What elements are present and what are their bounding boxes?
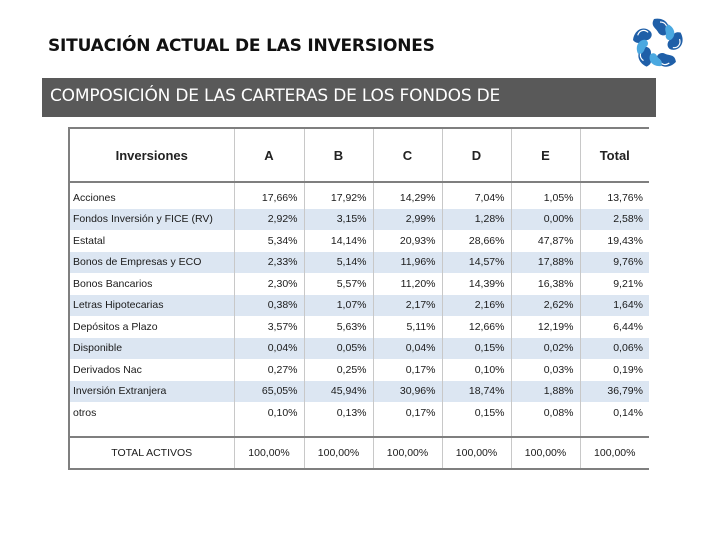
table-cell: 2,92% [234,209,304,231]
table-cell: 2,16% [442,295,511,317]
slide-title: SITUACIÓN ACTUAL DE LAS INVERSIONES [48,36,435,56]
table-cell: 1,05% [511,187,580,209]
row-label: Fondos Inversión y FICE (RV) [69,209,234,231]
table-row [69,230,649,252]
column-header: Total [580,128,649,182]
table-cell: 30,96% [373,381,442,403]
table-cell: 9,21% [580,273,649,295]
table-cell: 65,05% [234,381,304,403]
table-cell: 0,04% [373,338,442,360]
table-cell: 0,02% [511,338,580,360]
row-label: Bonos de Empresas y ECO [69,252,234,274]
table-row [69,338,649,360]
table-cell: 0,25% [304,359,373,381]
table-cell: 14,14% [304,230,373,252]
table-row [69,359,649,381]
table-cell: 1,88% [511,381,580,403]
table-cell: 0,05% [304,338,373,360]
table-cell: 2,30% [234,273,304,295]
table-body [69,182,649,424]
table-cell: 12,19% [511,316,580,338]
table-row [69,295,649,317]
table-row [69,402,649,424]
table-cell: 6,44% [580,316,649,338]
table-cell: 0,03% [511,359,580,381]
table-cell: 2,99% [373,209,442,231]
table-cell: 17,66% [234,187,304,209]
row-label: Disponible [69,338,234,360]
table-row [69,187,649,209]
table-cell: 0,17% [373,402,442,424]
total-cell: 100,00% [442,437,511,469]
row-label: Bonos Bancarios [69,273,234,295]
table-cell: 11,96% [373,252,442,274]
portfolio-composition-table [68,127,649,470]
total-cell: 100,00% [511,437,580,469]
table-cell: 0,10% [442,359,511,381]
table-cell: 0,10% [234,402,304,424]
total-cell: 100,00% [373,437,442,469]
table-cell: 28,66% [442,230,511,252]
table-cell: 1,28% [442,209,511,231]
table-cell: 2,33% [234,252,304,274]
table-cell: 5,63% [304,316,373,338]
total-row [69,437,649,469]
portfolio-table-container [68,127,648,470]
table-cell: 5,14% [304,252,373,274]
column-header: A [234,128,304,182]
table-cell: 14,57% [442,252,511,274]
row-label: Letras Hipotecarias [69,295,234,317]
table-cell: 17,88% [511,252,580,274]
table-cell: 3,15% [304,209,373,231]
table-cell: 0,00% [511,209,580,231]
table-cell: 0,06% [580,338,649,360]
table-cell: 36,79% [580,381,649,403]
row-label: Derivados Nac [69,359,234,381]
total-cell: 100,00% [580,437,649,469]
table-cell: 0,15% [442,402,511,424]
total-cell: 100,00% [234,437,304,469]
table-cell: 0,15% [442,338,511,360]
hands-circle-logo-icon [630,16,686,72]
total-cell: 100,00% [304,437,373,469]
table-cell: 0,17% [373,359,442,381]
column-header: Inversiones [69,128,234,182]
table-cell: 0,04% [234,338,304,360]
table-cell: 13,76% [580,187,649,209]
table-cell: 47,87% [511,230,580,252]
table-cell: 2,17% [373,295,442,317]
table-row [69,209,649,231]
table-cell: 7,04% [442,187,511,209]
table-cell: 2,62% [511,295,580,317]
table-cell: 0,19% [580,359,649,381]
table-row [69,381,649,403]
row-label: otros [69,402,234,424]
table-row [69,316,649,338]
table-cell: 3,57% [234,316,304,338]
table-cell: 0,38% [234,295,304,317]
column-header: D [442,128,511,182]
row-label: Depósitos a Plazo [69,316,234,338]
column-header: B [304,128,373,182]
table-cell: 11,20% [373,273,442,295]
table-cell: 2,58% [580,209,649,231]
row-label: Acciones [69,187,234,209]
table-cell: 45,94% [304,381,373,403]
table-cell: 17,92% [304,187,373,209]
table-cell: 0,27% [234,359,304,381]
table-cell: 14,39% [442,273,511,295]
banner-text: COMPOSICIÓN DE LAS CARTERAS DE LOS FONDOS DE [50,86,501,106]
table-cell: 16,38% [511,273,580,295]
row-label: Inversión Extranjera [69,381,234,403]
table-cell: 0,13% [304,402,373,424]
row-label: Estatal [69,230,234,252]
table-row [69,273,649,295]
table-header-row [69,128,649,182]
table-cell: 19,43% [580,230,649,252]
total-label: TOTAL ACTIVOS [69,437,234,469]
table-cell: 14,29% [373,187,442,209]
column-header: C [373,128,442,182]
section-banner [42,78,656,117]
table-cell: 18,74% [442,381,511,403]
table-cell: 0,14% [580,402,649,424]
table-cell: 5,34% [234,230,304,252]
table-cell: 12,66% [442,316,511,338]
table-cell: 1,07% [304,295,373,317]
table-cell: 5,57% [304,273,373,295]
table-cell: 0,08% [511,402,580,424]
table-cell: 1,64% [580,295,649,317]
table-cell: 20,93% [373,230,442,252]
table-row [69,252,649,274]
column-header: E [511,128,580,182]
table-cell: 5,11% [373,316,442,338]
table-cell: 9,76% [580,252,649,274]
